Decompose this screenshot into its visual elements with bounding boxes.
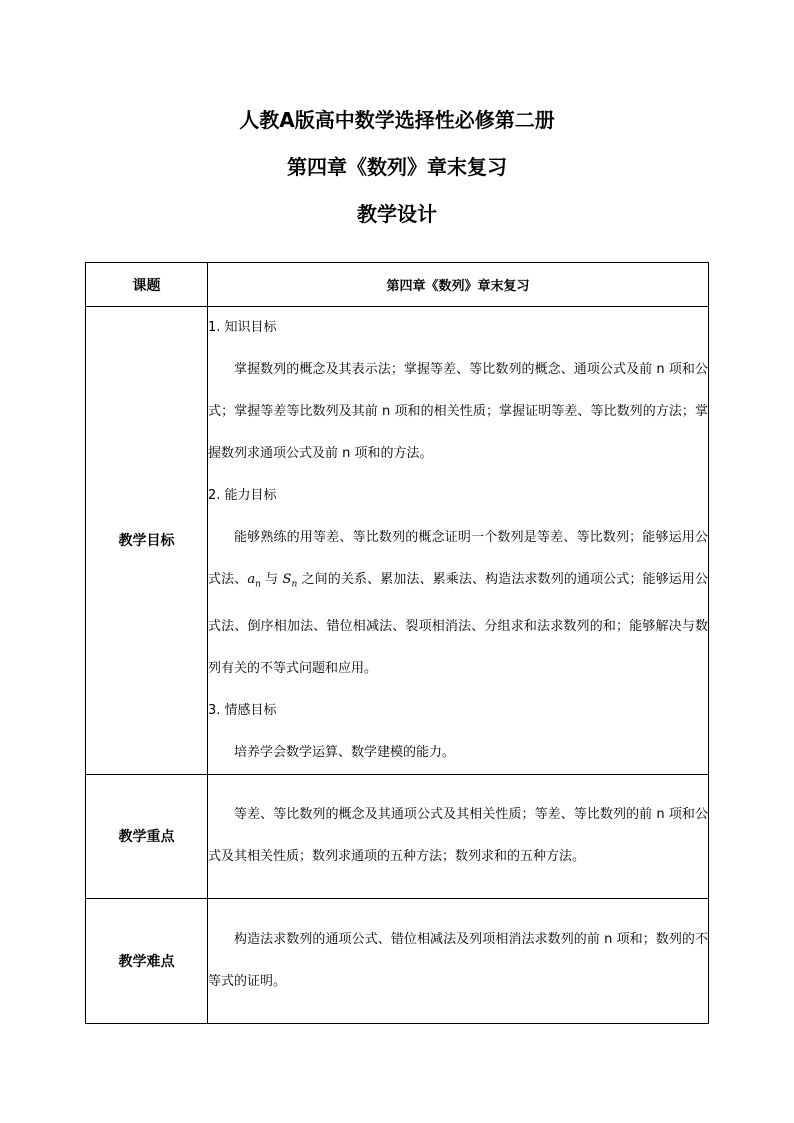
ability-text-after: 之间的关系、累加法、累乘法、构造法求数列的通项公式；能够运用公式法、倒序相加法、错位相减法、裂项相消法、分组求和法求数列的和；能够解决与数列有关的不等式问题和应用。 bbox=[208, 572, 708, 676]
goals-content bbox=[208, 307, 709, 775]
ability-text-before: 能够熟练的用等差、等比数列的概念证明一个数列是等差、等比数列；能够运用公式法、 bbox=[208, 530, 708, 587]
goals-label: 教学目标 bbox=[86, 307, 208, 775]
math-s-n: $S_n$ bbox=[282, 572, 298, 590]
table-row-focus bbox=[86, 774, 709, 898]
difficulty-content bbox=[208, 898, 709, 1023]
topic-label: 课题 bbox=[86, 263, 208, 307]
focus-content bbox=[208, 774, 709, 898]
focus-label: 教学重点 bbox=[86, 774, 208, 898]
focus-text: 等差、等比数列的概念及其通项公式及其相关性质；等差、等比数列的前 n 项和公式及其相关性质；数列求通项的五种方法；数列求和的五种方法。 bbox=[208, 807, 708, 865]
knowledge-goal-heading: 1. 知识目标 bbox=[208, 320, 277, 335]
math-a-n: $a_n$ bbox=[247, 572, 261, 590]
difficulty-text: 构造法求数列的通项公式、错位相减法及列项相消法求数列的前 n 项和；数列的不等式的证明。 bbox=[208, 931, 708, 989]
document-subtitle: 教学设计 bbox=[357, 202, 437, 226]
ability-text-mid: 与 bbox=[260, 572, 283, 587]
emotion-goal-text: 培养学会数学运算、数学建模的能力。 bbox=[234, 744, 456, 760]
lesson-plan-table bbox=[85, 262, 709, 1024]
document-title: 人教A版高中数学选择性必修第二册 bbox=[239, 108, 555, 132]
difficulty-label: 教学难点 bbox=[86, 898, 208, 1023]
chapter-title: 第四章《数列》章末复习 bbox=[287, 155, 507, 179]
table-row-topic bbox=[86, 263, 709, 307]
ability-goal-text bbox=[208, 517, 708, 690]
ability-goal-heading: 2. 能力目标 bbox=[208, 488, 277, 503]
document-header bbox=[0, 102, 794, 243]
knowledge-goal-text: 掌握数列的概念及其表示法；掌握等差、等比数列的概念、通项公式及前 n 项和公式；掌握等差等比数列及其前 n 项和的相关性质；掌握证明等差、等比数列的方法；掌握数列求通项公式及前 n 项和的方法。 bbox=[208, 362, 708, 461]
table-row-difficulty bbox=[86, 898, 709, 1023]
topic-value: 第四章《数列》章末复习 bbox=[208, 263, 709, 307]
table-row-goals bbox=[86, 307, 709, 775]
emotion-goal-heading: 3. 情感目标 bbox=[208, 702, 277, 718]
